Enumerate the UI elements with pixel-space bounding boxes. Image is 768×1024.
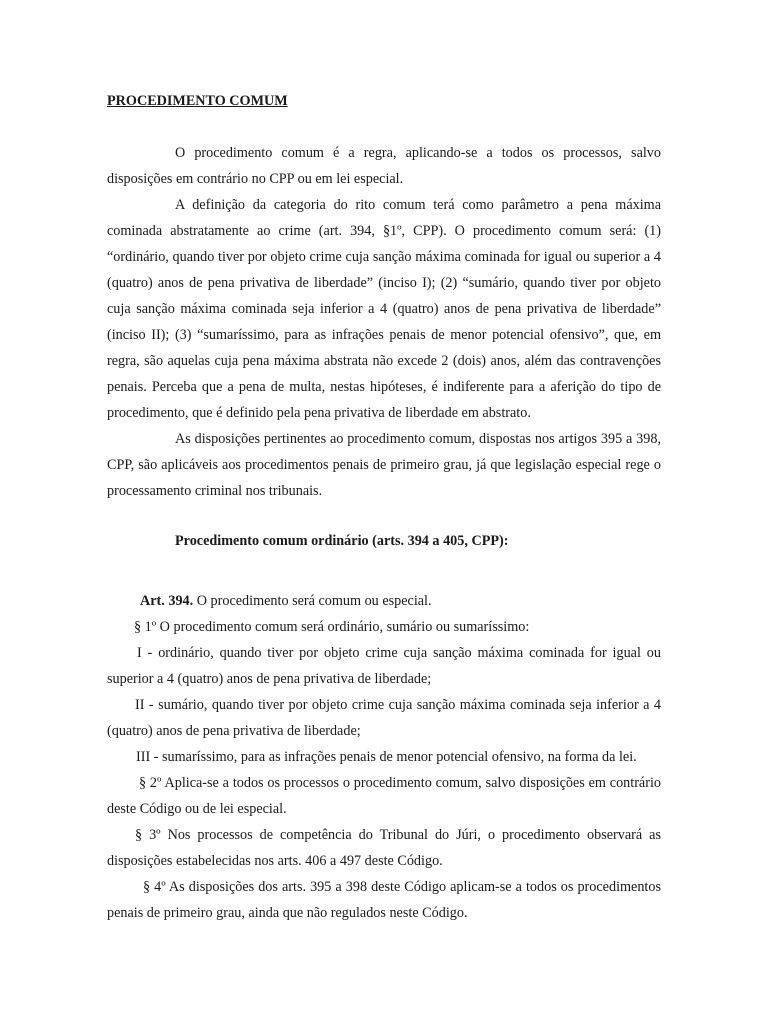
section-subtitle: Procedimento comum ordinário (arts. 394 a 405, CPP): <box>175 533 509 549</box>
article-text: O procedimento será comum ou especial. <box>193 593 432 609</box>
law-inciso-2: II - sumário, quando tiver por objeto crime cuja sanção máxima cominada seja inferior a 4 (quatro) anos de pena privativa de liberdade; <box>107 697 661 739</box>
law-paragraph-4: § 4º As disposições dos arts. 395 a 398 deste Código aplicam-se a todos os procedimentos penais de primeiro grau, ainda que não regulados neste Código. <box>107 879 661 921</box>
law-paragraph-2: § 2º Aplica-se a todos os processos o procedimento comum, salvo disposições em contrário deste Código ou de lei especial. <box>107 775 661 817</box>
document-body <box>107 88 661 926</box>
article-heading <box>140 588 661 614</box>
paragraph-intro: O procedimento comum é a regra, aplicando-se a todos os processos, salvo disposições em contrário no CPP ou em lei especial. <box>107 145 661 187</box>
document-title: PROCEDIMENTO COMUM <box>107 93 288 109</box>
paragraph-definition: A definição da categoria do rito comum terá como parâmetro a pena máxima cominada abstratamente ao crime (art. 394, §1º, CPP). O procedimento comum será: (1) “ordinário, quando tiver por objeto crime cuja sanção máxima cominada for igual ou superior a 4 (quatro) anos de pena privativa de liberdade” (inciso I); (2) “sumário, quando tiver por objeto cuja sanção máxima cominada seja inferior a 4 (quatro) anos de pena privativa de liberdade” (inciso II); (3) “sumaríssimo, para as infrações penais de menor potencial ofensivo”, que, em regra, são aquelas cuja pena máxima abstrata não excede 2 (dois) anos, além das contravenções penais. Perceba que a pena de multa, nestas hipóteses, é indiferente para a aferição do tipo de procedimento, que é definido pela pena privativa de liberdade em abstrato. <box>107 197 661 421</box>
law-inciso-3: III - sumaríssimo, para as infrações penais de menor potencial ofensivo, na forma da lei. <box>136 749 637 765</box>
law-paragraph-3: § 3º Nos processos de competência do Tribunal do Júri, o procedimento observará as disposições estabelecidas nos arts. 406 a 497 deste Código. <box>107 827 661 869</box>
paragraph-provisions: As disposições pertinentes ao procedimento comum, dispostas nos artigos 395 a 398, CPP, são aplicáveis aos procedimentos penais de primeiro grau, já que legislação especial rege o processamento criminal nos tribunais. <box>107 431 661 499</box>
law-paragraph-1: § 1º O procedimento comum será ordinário, sumário ou sumaríssimo: <box>134 619 530 635</box>
law-inciso-1: I - ordinário, quando tiver por objeto crime cuja sanção máxima cominada for igual ou superior a 4 (quatro) anos de pena privativa de liberdade; <box>107 645 661 687</box>
article-label: Art. 394. <box>140 593 194 609</box>
